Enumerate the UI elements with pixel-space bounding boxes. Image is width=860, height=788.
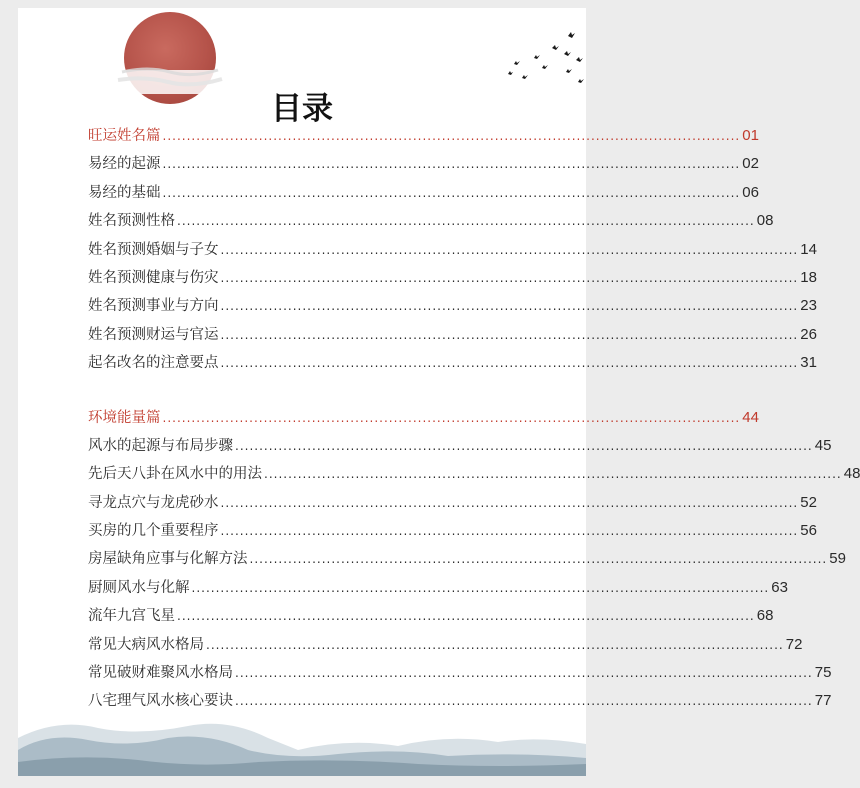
- toc-entry[interactable]: [88, 264, 817, 292]
- dot-leader: ........................................................................................................................: [249, 552, 828, 567]
- dot-leader: ........................................................................................................................: [220, 327, 799, 342]
- section-heading-label: 环境能量篇: [88, 409, 161, 426]
- section-gap: [88, 378, 508, 404]
- toc-entry[interactable]: [88, 321, 817, 349]
- entry-label: 房屋缺角应事与化解方法: [88, 551, 248, 568]
- entry-label: 八宅理气风水核心要诀: [88, 693, 233, 710]
- toc-entry[interactable]: [88, 432, 832, 460]
- entry-label: 常见破财难聚风水格局: [88, 665, 233, 682]
- entry-page-number: 02: [742, 155, 759, 173]
- entry-label: 易经的起源: [88, 156, 161, 173]
- toc-entry[interactable]: [88, 207, 774, 235]
- dot-leader: ........................................................................................................................: [220, 299, 799, 314]
- toc-entry[interactable]: [88, 460, 860, 488]
- entry-page-number: 48: [843, 465, 860, 483]
- entry-page-number: 23: [800, 297, 817, 315]
- entry-label: 风水的起源与布局步骤: [88, 437, 233, 454]
- dot-leader: ........................................................................................................................: [177, 609, 755, 624]
- section-heading-page: 44: [742, 408, 759, 426]
- dot-leader: ........................................................................................................................: [264, 467, 842, 482]
- entry-label: 起名改名的注意要点: [88, 355, 219, 372]
- entry-page-number: 52: [800, 493, 817, 511]
- dot-leader: ........................................................................................................................: [220, 524, 799, 539]
- table-of-contents: [88, 122, 860, 716]
- entry-label: 流年九宫飞星: [88, 608, 175, 625]
- dot-leader: ........................................................................................................................: [206, 637, 784, 652]
- entry-page-number: 75: [814, 664, 832, 682]
- toc-entry[interactable]: [88, 236, 817, 264]
- entry-page-number: 26: [800, 325, 817, 343]
- toc-entry[interactable]: [88, 349, 817, 377]
- toc-entry[interactable]: [88, 631, 803, 659]
- entry-page-number: 08: [756, 212, 774, 230]
- dot-leader: ........................................................................................................................: [162, 185, 741, 200]
- toc-entry[interactable]: [88, 150, 759, 178]
- entry-label: 姓名预测婚姻与子女: [88, 241, 219, 258]
- section-heading-row[interactable]: [88, 122, 759, 150]
- entry-label: 常见大病风水格局: [88, 636, 204, 653]
- ink-mountains-illustration: [18, 698, 586, 776]
- toc-entry[interactable]: [88, 659, 832, 687]
- toc-entry[interactable]: [88, 292, 817, 320]
- section-heading-row[interactable]: [88, 404, 759, 432]
- entry-page-number: 59: [829, 550, 846, 568]
- dot-leader: ........................................................................................................................: [220, 242, 799, 257]
- toc-entry[interactable]: [88, 179, 759, 207]
- toc-entry[interactable]: [88, 489, 817, 517]
- entry-page-number: 63: [771, 578, 788, 596]
- entry-page-number: 18: [800, 268, 817, 286]
- toc-page: [18, 8, 860, 776]
- toc-entry[interactable]: [88, 545, 846, 573]
- entry-page-number: 77: [814, 692, 832, 710]
- red-sun-illustration: [118, 12, 222, 94]
- dot-leader: ........................................................................................................................: [220, 356, 799, 371]
- dot-leader: ........................................................................................................................: [162, 129, 741, 143]
- entry-page-number: 31: [800, 354, 817, 372]
- entry-label: 买房的几个重要程序: [88, 523, 219, 540]
- entry-page-number: 45: [814, 436, 832, 454]
- page-title: 目录: [271, 91, 333, 127]
- dot-leader: ........................................................................................................................: [162, 410, 741, 425]
- section-heading-page: 01: [742, 127, 759, 144]
- dot-leader: ........................................................................................................................: [220, 495, 799, 510]
- entry-label: 姓名预测财运与官运: [88, 326, 219, 343]
- dot-leader: ........................................................................................................................: [162, 157, 741, 172]
- entry-label: 姓名预测事业与方向: [88, 298, 219, 315]
- entry-page-number: 56: [800, 522, 817, 540]
- entry-label: 先后天八卦在风水中的用法: [88, 466, 262, 483]
- entry-label: 姓名预测健康与伤灾: [88, 269, 219, 286]
- entry-label: 姓名预测性格: [88, 213, 175, 230]
- dot-leader: ........................................................................................................................: [177, 214, 755, 229]
- entry-label: 易经的基础: [88, 184, 161, 201]
- entry-label: 厨厕风水与化解: [88, 579, 190, 596]
- entry-page-number: 06: [742, 183, 759, 201]
- dot-leader: ........................................................................................................................: [235, 694, 813, 709]
- entry-page-number: 68: [756, 607, 774, 625]
- dot-leader: ........................................................................................................................: [191, 580, 770, 595]
- section-heading-label: 旺运姓名篇: [88, 128, 161, 144]
- toc-entry[interactable]: [88, 517, 817, 545]
- toc-entry[interactable]: [88, 602, 774, 630]
- dot-leader: ........................................................................................................................: [235, 666, 813, 681]
- entry-label: 寻龙点穴与龙虎砂水: [88, 494, 219, 511]
- toc-entry[interactable]: [88, 574, 788, 602]
- entry-page-number: 14: [800, 240, 817, 258]
- dot-leader: ........................................................................................................................: [220, 270, 799, 285]
- entry-page-number: 72: [785, 635, 803, 653]
- dot-leader: ........................................................................................................................: [235, 438, 813, 453]
